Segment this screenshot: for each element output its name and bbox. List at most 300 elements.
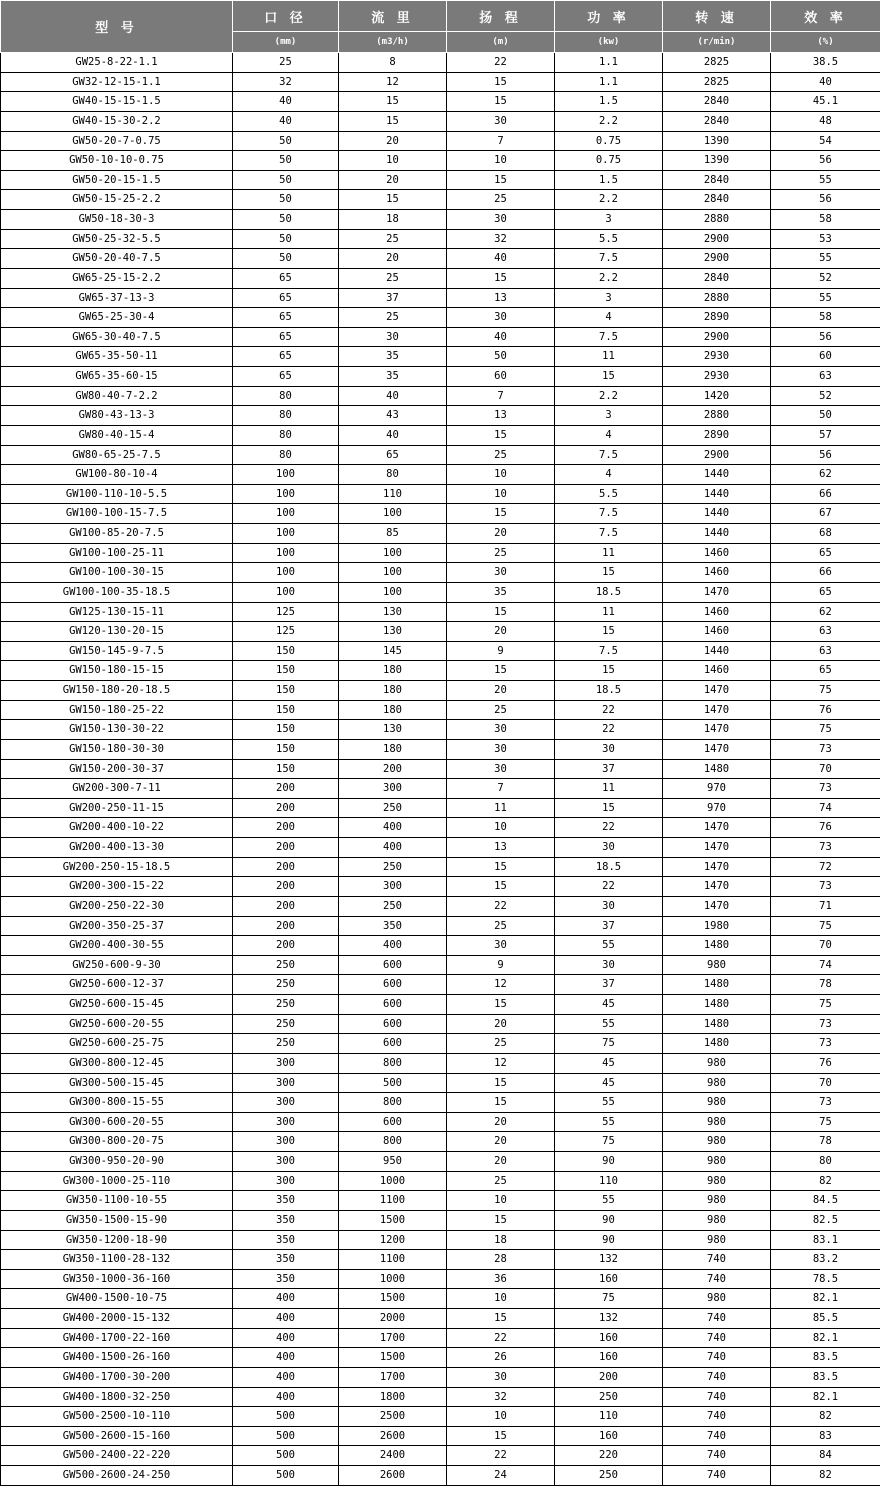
- table-row: [1, 543, 880, 563]
- head-cell: 15: [447, 425, 555, 445]
- table-row: [1, 1191, 880, 1211]
- model-cell: GW300-950-20-90: [1, 1152, 233, 1172]
- speed-cell: 1460: [663, 661, 771, 681]
- speed-cell: 1480: [663, 995, 771, 1015]
- table-row: [1, 1446, 880, 1466]
- head-cell: 30: [447, 210, 555, 230]
- head-cell: 18: [447, 1230, 555, 1250]
- model-cell: GW350-1000-36-160: [1, 1269, 233, 1289]
- power-cell: 0.75: [555, 131, 663, 151]
- power-cell: 7.5: [555, 327, 663, 347]
- head-cell: 10: [447, 818, 555, 838]
- diameter-cell: 200: [233, 877, 339, 897]
- efficiency-cell: 63: [771, 622, 880, 642]
- diameter-cell: 25: [233, 53, 339, 73]
- power-cell: 11: [555, 543, 663, 563]
- head-cell: 10: [447, 1191, 555, 1211]
- speed-cell: 2900: [663, 229, 771, 249]
- efficiency-cell: 56: [771, 151, 880, 171]
- efficiency-cell: 70: [771, 1073, 880, 1093]
- speed-cell: 740: [663, 1407, 771, 1427]
- head-cell: 60: [447, 367, 555, 387]
- head-cell: 26: [447, 1348, 555, 1368]
- flow-cell: 600: [339, 975, 447, 995]
- speed-cell: 1470: [663, 720, 771, 740]
- diameter-cell: 500: [233, 1446, 339, 1466]
- diameter-cell: 250: [233, 995, 339, 1015]
- flow-cell: 100: [339, 504, 447, 524]
- power-cell: 22: [555, 720, 663, 740]
- diameter-cell: 400: [233, 1309, 339, 1329]
- power-cell: 160: [555, 1348, 663, 1368]
- diameter-cell: 150: [233, 700, 339, 720]
- diameter-cell: 200: [233, 779, 339, 799]
- table-row: [1, 92, 880, 112]
- head-cell: 12: [447, 975, 555, 995]
- model-cell: GW200-350-25-37: [1, 916, 233, 936]
- model-cell: GW350-1100-28-132: [1, 1250, 233, 1270]
- speed-cell: 1470: [663, 896, 771, 916]
- speed-cell: 740: [663, 1309, 771, 1329]
- flow-cell: 37: [339, 288, 447, 308]
- power-cell: 55: [555, 1014, 663, 1034]
- table-row: [1, 268, 880, 288]
- diameter-cell: 300: [233, 1152, 339, 1172]
- efficiency-cell: 62: [771, 602, 880, 622]
- flow-cell: 950: [339, 1152, 447, 1172]
- efficiency-cell: 38.5: [771, 53, 880, 73]
- flow-cell: 25: [339, 268, 447, 288]
- efficiency-cell: 52: [771, 386, 880, 406]
- power-cell: 11: [555, 602, 663, 622]
- table-row: [1, 857, 880, 877]
- diameter-cell: 150: [233, 759, 339, 779]
- flow-cell: 20: [339, 131, 447, 151]
- table-row: [1, 72, 880, 92]
- head-cell: 25: [447, 543, 555, 563]
- model-cell: GW400-1700-22-160: [1, 1328, 233, 1348]
- efficiency-cell: 55: [771, 288, 880, 308]
- model-cell: GW65-37-13-3: [1, 288, 233, 308]
- table-row: [1, 1073, 880, 1093]
- power-cell: 7.5: [555, 445, 663, 465]
- speed-cell: 970: [663, 798, 771, 818]
- model-cell: GW65-35-50-11: [1, 347, 233, 367]
- efficiency-cell: 40: [771, 72, 880, 92]
- power-cell: 15: [555, 798, 663, 818]
- efficiency-cell: 82: [771, 1407, 880, 1427]
- table-row: [1, 1466, 880, 1486]
- speed-cell: 2900: [663, 445, 771, 465]
- efficiency-cell: 73: [771, 1014, 880, 1034]
- speed-cell: 980: [663, 1210, 771, 1230]
- power-cell: 132: [555, 1250, 663, 1270]
- diameter-cell: 200: [233, 798, 339, 818]
- flow-cell: 1800: [339, 1387, 447, 1407]
- table-row: [1, 484, 880, 504]
- speed-cell: 2825: [663, 53, 771, 73]
- efficiency-cell: 53: [771, 229, 880, 249]
- power-cell: 2.2: [555, 268, 663, 288]
- flow-cell: 43: [339, 406, 447, 426]
- head-cell: 15: [447, 877, 555, 897]
- efficiency-cell: 82: [771, 1466, 880, 1486]
- diameter-cell: 50: [233, 249, 339, 269]
- power-cell: 1.1: [555, 53, 663, 73]
- speed-cell: 740: [663, 1446, 771, 1466]
- flow-cell: 180: [339, 739, 447, 759]
- header-label-row: [1, 1, 880, 32]
- flow-cell: 250: [339, 857, 447, 877]
- flow-cell: 300: [339, 877, 447, 897]
- efficiency-cell: 72: [771, 857, 880, 877]
- head-cell: 15: [447, 1426, 555, 1446]
- efficiency-cell: 56: [771, 445, 880, 465]
- model-cell: GW100-110-10-5.5: [1, 484, 233, 504]
- flow-cell: 130: [339, 622, 447, 642]
- diameter-cell: 300: [233, 1093, 339, 1113]
- efficiency-cell: 55: [771, 170, 880, 190]
- model-cell: GW350-1200-18-90: [1, 1230, 233, 1250]
- model-cell: GW100-100-25-11: [1, 543, 233, 563]
- speed-cell: 2840: [663, 190, 771, 210]
- table-row: [1, 1112, 880, 1132]
- diameter-cell: 400: [233, 1328, 339, 1348]
- table-row: [1, 838, 880, 858]
- power-cell: 30: [555, 838, 663, 858]
- flow-cell: 2500: [339, 1407, 447, 1427]
- model-cell: GW100-100-30-15: [1, 563, 233, 583]
- speed-cell: 980: [663, 1073, 771, 1093]
- power-cell: 4: [555, 308, 663, 328]
- efficiency-cell: 66: [771, 484, 880, 504]
- diameter-cell: 350: [233, 1269, 339, 1289]
- table-row: [1, 1093, 880, 1113]
- power-cell: 3: [555, 210, 663, 230]
- model-cell: GW500-2500-10-110: [1, 1407, 233, 1427]
- diameter-cell: 350: [233, 1210, 339, 1230]
- diameter-cell: 125: [233, 622, 339, 642]
- table-row: [1, 641, 880, 661]
- diameter-cell: 150: [233, 641, 339, 661]
- diameter-cell: 32: [233, 72, 339, 92]
- diameter-cell: 50: [233, 170, 339, 190]
- table-row: [1, 1367, 880, 1387]
- flow-cell: 2000: [339, 1309, 447, 1329]
- table-row: [1, 425, 880, 445]
- model-cell: GW100-85-20-7.5: [1, 524, 233, 544]
- diameter-cell: 500: [233, 1426, 339, 1446]
- table-row: [1, 975, 880, 995]
- speed-cell: 1470: [663, 739, 771, 759]
- flow-cell: 1200: [339, 1230, 447, 1250]
- power-cell: 4: [555, 465, 663, 485]
- efficiency-cell: 75: [771, 681, 880, 701]
- model-cell: GW80-65-25-7.5: [1, 445, 233, 465]
- efficiency-cell: 57: [771, 425, 880, 445]
- speed-cell: 2840: [663, 92, 771, 112]
- power-cell: 37: [555, 975, 663, 995]
- power-cell: 2.2: [555, 386, 663, 406]
- table-body: [1, 53, 880, 1486]
- speed-cell: 980: [663, 1191, 771, 1211]
- efficiency-cell: 75: [771, 995, 880, 1015]
- flow-cell: 600: [339, 955, 447, 975]
- table-row: [1, 1250, 880, 1270]
- table-row: [1, 759, 880, 779]
- speed-cell: 1470: [663, 681, 771, 701]
- model-cell: GW100-100-15-7.5: [1, 504, 233, 524]
- table-header: [1, 1, 880, 53]
- head-cell: 15: [447, 1073, 555, 1093]
- model-cell: GW120-130-20-15: [1, 622, 233, 642]
- efficiency-cell: 65: [771, 661, 880, 681]
- table-row: [1, 367, 880, 387]
- table-row: [1, 308, 880, 328]
- diameter-cell: 300: [233, 1073, 339, 1093]
- diameter-cell: 200: [233, 916, 339, 936]
- table-row: [1, 798, 880, 818]
- flow-cell: 130: [339, 720, 447, 740]
- efficiency-cell: 70: [771, 936, 880, 956]
- head-cell: 28: [447, 1250, 555, 1270]
- diameter-cell: 400: [233, 1387, 339, 1407]
- flow-cell: 400: [339, 838, 447, 858]
- table-row: [1, 563, 880, 583]
- flow-cell: 1100: [339, 1191, 447, 1211]
- efficiency-cell: 65: [771, 543, 880, 563]
- table-row: [1, 1269, 880, 1289]
- power-cell: 200: [555, 1367, 663, 1387]
- table-row: [1, 151, 880, 171]
- speed-cell: 1460: [663, 622, 771, 642]
- diameter-cell: 65: [233, 347, 339, 367]
- head-cell: 9: [447, 955, 555, 975]
- diameter-cell: 50: [233, 151, 339, 171]
- flow-cell: 25: [339, 229, 447, 249]
- diameter-cell: 500: [233, 1407, 339, 1427]
- head-cell: 22: [447, 896, 555, 916]
- model-cell: GW40-15-15-1.5: [1, 92, 233, 112]
- table-row: [1, 995, 880, 1015]
- model-cell: GW65-30-40-7.5: [1, 327, 233, 347]
- model-cell: GW250-600-25-75: [1, 1034, 233, 1054]
- speed-cell: 1420: [663, 386, 771, 406]
- model-cell: GW150-180-15-15: [1, 661, 233, 681]
- head-cell: 20: [447, 1132, 555, 1152]
- model-cell: GW250-600-12-37: [1, 975, 233, 995]
- flow-cell: 1500: [339, 1210, 447, 1230]
- speed-cell: 1440: [663, 504, 771, 524]
- efficiency-cell: 54: [771, 131, 880, 151]
- model-cell: GW125-130-15-11: [1, 602, 233, 622]
- diameter-cell: 100: [233, 504, 339, 524]
- head-cell: 13: [447, 406, 555, 426]
- speed-cell: 2840: [663, 170, 771, 190]
- power-cell: 7.5: [555, 641, 663, 661]
- head-cell: 15: [447, 268, 555, 288]
- efficiency-cell: 82: [771, 1171, 880, 1191]
- efficiency-cell: 73: [771, 739, 880, 759]
- efficiency-cell: 66: [771, 563, 880, 583]
- efficiency-cell: 83.5: [771, 1348, 880, 1368]
- diameter-cell: 80: [233, 406, 339, 426]
- efficiency-cell: 82.5: [771, 1210, 880, 1230]
- flow-cell: 145: [339, 641, 447, 661]
- diameter-cell: 40: [233, 92, 339, 112]
- table-row: [1, 1387, 880, 1407]
- flow-header: 流 里: [339, 1, 447, 32]
- speed-cell: 1480: [663, 1034, 771, 1054]
- efficiency-cell: 84.5: [771, 1191, 880, 1211]
- model-cell: GW500-2600-15-160: [1, 1426, 233, 1446]
- power-cell: 90: [555, 1230, 663, 1250]
- head-cell: 22: [447, 1328, 555, 1348]
- speed-cell: 1460: [663, 602, 771, 622]
- speed-cell: 2840: [663, 268, 771, 288]
- model-cell: GW100-80-10-4: [1, 465, 233, 485]
- power-cell: 4: [555, 425, 663, 445]
- table-row: [1, 622, 880, 642]
- efficiency-cell: 65: [771, 582, 880, 602]
- flow-cell: 100: [339, 563, 447, 583]
- head-cell: 30: [447, 720, 555, 740]
- model-cell: GW25-8-22-1.1: [1, 53, 233, 73]
- flow-cell: 15: [339, 190, 447, 210]
- power-cell: 1.5: [555, 92, 663, 112]
- table-row: [1, 1289, 880, 1309]
- efficiency-cell: 73: [771, 838, 880, 858]
- flow-cell: 600: [339, 1014, 447, 1034]
- efficiency-cell: 74: [771, 798, 880, 818]
- model-cell: GW150-200-30-37: [1, 759, 233, 779]
- table-row: [1, 386, 880, 406]
- power-cell: 7.5: [555, 524, 663, 544]
- efficiency-cell: 76: [771, 1053, 880, 1073]
- efficiency-cell: 56: [771, 190, 880, 210]
- diameter-cell: 150: [233, 739, 339, 759]
- head-cell: 9: [447, 641, 555, 661]
- diameter-cell: 65: [233, 327, 339, 347]
- table-row: [1, 700, 880, 720]
- power-cell: 160: [555, 1269, 663, 1289]
- efficiency-cell: 63: [771, 367, 880, 387]
- diameter-cell: 400: [233, 1348, 339, 1368]
- speed-cell: 1980: [663, 916, 771, 936]
- head-cell: 15: [447, 92, 555, 112]
- power-cell: 90: [555, 1210, 663, 1230]
- speed-cell: 2880: [663, 288, 771, 308]
- flow-cell: 1100: [339, 1250, 447, 1270]
- speed-cell: 2825: [663, 72, 771, 92]
- power-cell: 45: [555, 995, 663, 1015]
- power-cell: 0.75: [555, 151, 663, 171]
- head-cell: 7: [447, 386, 555, 406]
- power-cell: 15: [555, 367, 663, 387]
- model-cell: GW50-10-10-0.75: [1, 151, 233, 171]
- diameter-unit: (mm): [233, 32, 339, 53]
- diameter-cell: 65: [233, 268, 339, 288]
- diameter-header: 口 径: [233, 1, 339, 32]
- table-row: [1, 210, 880, 230]
- speed-cell: 980: [663, 955, 771, 975]
- flow-cell: 2400: [339, 1446, 447, 1466]
- model-cell: GW50-20-7-0.75: [1, 131, 233, 151]
- efficiency-cell: 73: [771, 779, 880, 799]
- flow-unit: (m3/h): [339, 32, 447, 53]
- efficiency-unit: (%): [771, 32, 880, 53]
- diameter-cell: 100: [233, 484, 339, 504]
- speed-cell: 980: [663, 1152, 771, 1172]
- table-row: [1, 1210, 880, 1230]
- efficiency-cell: 78: [771, 1132, 880, 1152]
- speed-cell: 980: [663, 1132, 771, 1152]
- head-cell: 10: [447, 484, 555, 504]
- table-row: [1, 465, 880, 485]
- head-cell: 32: [447, 1387, 555, 1407]
- flow-cell: 25: [339, 308, 447, 328]
- table-row: [1, 739, 880, 759]
- power-cell: 15: [555, 661, 663, 681]
- speed-cell: 1470: [663, 857, 771, 877]
- model-cell: GW300-500-15-45: [1, 1073, 233, 1093]
- efficiency-cell: 60: [771, 347, 880, 367]
- head-cell: 30: [447, 563, 555, 583]
- head-cell: 20: [447, 524, 555, 544]
- head-cell: 20: [447, 1014, 555, 1034]
- model-cell: GW350-1500-15-90: [1, 1210, 233, 1230]
- efficiency-cell: 48: [771, 111, 880, 131]
- model-cell: GW500-2600-24-250: [1, 1466, 233, 1486]
- head-cell: 20: [447, 1152, 555, 1172]
- model-cell: GW300-800-12-45: [1, 1053, 233, 1073]
- flow-cell: 2600: [339, 1466, 447, 1486]
- efficiency-cell: 70: [771, 759, 880, 779]
- model-cell: GW150-130-30-22: [1, 720, 233, 740]
- power-cell: 11: [555, 779, 663, 799]
- flow-cell: 180: [339, 681, 447, 701]
- power-cell: 132: [555, 1309, 663, 1329]
- table-row: [1, 229, 880, 249]
- diameter-cell: 65: [233, 288, 339, 308]
- power-cell: 220: [555, 1446, 663, 1466]
- flow-cell: 1500: [339, 1348, 447, 1368]
- efficiency-cell: 80: [771, 1152, 880, 1172]
- speed-cell: 1470: [663, 700, 771, 720]
- speed-cell: 980: [663, 1230, 771, 1250]
- efficiency-cell: 73: [771, 1093, 880, 1113]
- efficiency-cell: 82.1: [771, 1387, 880, 1407]
- table-row: [1, 779, 880, 799]
- table-row: [1, 818, 880, 838]
- model-cell: GW65-25-15-2.2: [1, 268, 233, 288]
- table-row: [1, 916, 880, 936]
- diameter-cell: 250: [233, 975, 339, 995]
- head-cell: 25: [447, 700, 555, 720]
- diameter-cell: 250: [233, 1034, 339, 1054]
- flow-cell: 400: [339, 818, 447, 838]
- power-cell: 7.5: [555, 249, 663, 269]
- model-cell: GW300-800-20-75: [1, 1132, 233, 1152]
- speed-cell: 1480: [663, 759, 771, 779]
- efficiency-cell: 45.1: [771, 92, 880, 112]
- efficiency-cell: 83.1: [771, 1230, 880, 1250]
- diameter-cell: 80: [233, 425, 339, 445]
- head-cell: 25: [447, 1171, 555, 1191]
- model-cell: GW300-600-20-55: [1, 1112, 233, 1132]
- model-cell: GW40-15-30-2.2: [1, 111, 233, 131]
- head-cell: 40: [447, 327, 555, 347]
